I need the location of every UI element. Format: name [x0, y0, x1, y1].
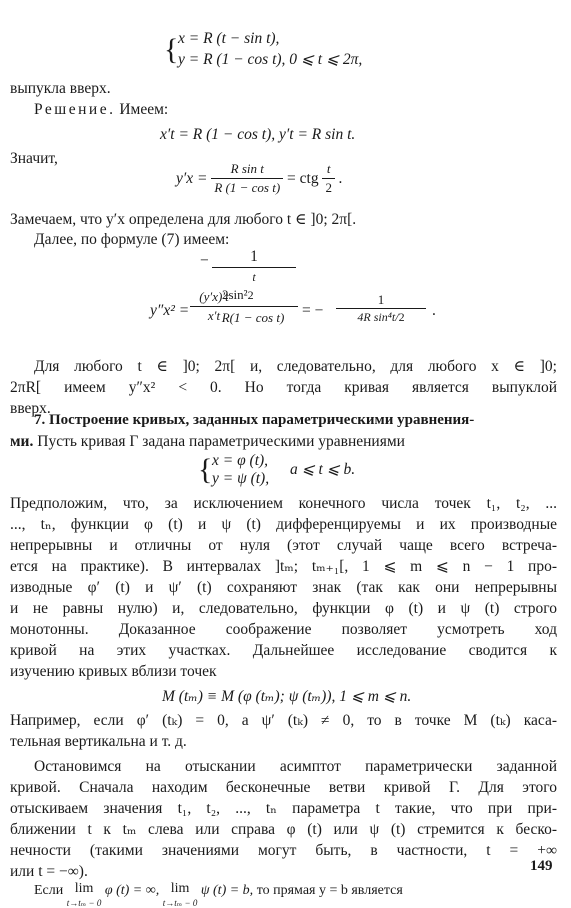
system-line: x = R (t − sin t), — [178, 30, 280, 47]
text-line: тельная вертикальна и т. д. — [10, 733, 187, 750]
solution-have: Имеем: — [119, 101, 169, 118]
text-line: ..., tₙ, функции φ (t) и ψ (t) дифференцируемы и их производные — [10, 516, 557, 533]
system-line: x = φ (t), — [212, 452, 269, 469]
section-heading: 7. Построение кривых, заданных параметрическими уравнения- — [34, 412, 475, 428]
text-line: и не равны нулю) и, следовательно, функции φ (t) и ψ (t) строго — [10, 600, 557, 617]
system-condition: a ⩽ t ⩽ b. — [290, 461, 356, 478]
page-number: 149 — [530, 858, 553, 874]
system-brace: { — [164, 33, 179, 66]
text-line: Остановимся на отыскании асимптот параметрически заданной — [34, 758, 557, 775]
text-line: непрерывны и отличны от нуля (этот случай чаще всего встреча- — [10, 537, 557, 554]
system-brace: { — [198, 453, 213, 486]
formula-points: M (tₘ) ≡ M (φ (tₘ); ψ (tₘ)), 1 ⩽ m ⩽ n. — [162, 688, 412, 705]
text-line: Предположим, что, за исключением конечного числа точек t₁, t₂, ... — [10, 495, 557, 512]
text-line: Например, если φ′ (tₖ) = 0, а ψ′ (tₖ) ≠ 0, то в точке M (tₖ) каса- — [10, 712, 557, 729]
system-line: y = ψ (t), — [212, 470, 270, 487]
text-line: Далее, по формуле (7) имеем: — [34, 231, 230, 248]
text-line: выпукла вверх. — [10, 80, 111, 97]
text-line: Значит, — [10, 150, 58, 167]
text-line: изводные φ′ (t) и ψ′ (t) сохраняют знак (так как они непрерывны — [10, 579, 557, 596]
system-line: y = R (1 − cos t), 0 ⩽ t ⩽ 2π, — [178, 51, 363, 68]
formula-derivatives: x′t = R (1 − cos t), y′t = R sin t. — [160, 126, 356, 143]
text-line: изучению кривых вблизи точек — [10, 663, 217, 680]
text-line: отыскиваем значения t₁, t₂, ..., tₙ параметра t такие, что при при- — [10, 800, 557, 817]
text-line: Замечаем, что y′x определена для любого t ∈ ]0; 2π[. — [10, 211, 357, 228]
formula-second-derivative: − 1 t 2sin²2 y″x² = (y′x)′t x′t R(1 − cos t) = − 1 4R sin⁴t/2 . — [150, 246, 450, 354]
text-line: вверх. — [10, 400, 51, 417]
solution-label: Решение. — [34, 101, 116, 118]
text-line: или t = −∞). — [10, 863, 88, 880]
text-line: нечности (такими значениями могут быть, в частности, t = +∞ — [10, 842, 557, 859]
text-line: Для любого t ∈ ]0; 2π[ и, следовательно, для любого x ∈ ]0; — [34, 358, 557, 375]
text-line: 2πR[ имеем y″x² < 0. Но тогда кривая является выпуклой — [10, 379, 557, 396]
text-line: ми. Пусть кривая Γ задана параметрическими уравнениями — [10, 433, 405, 450]
text-line: кривой. Сначала находим бесконечные ветви кривой Γ. Для этого — [10, 779, 557, 796]
formula-yx: y′x = $\frac{\text{R sin t}}{\text{R (1 − cos t)}}$ = ctg $\frac{t}{2}$ . — [176, 161, 343, 195]
text-line: ется на практике). В интервалах ]tₘ; tₘ₊₁[, 1 ⩽ m ⩽ n − 1 про- — [10, 558, 557, 575]
text-line — [34, 99, 168, 120]
text-line: кривой на этих участках. Дальнейшее исследование сводится к — [10, 642, 557, 659]
text-line: монотонны. Доказанное соображение позволяет усмотреть ход — [10, 621, 557, 638]
text-line: ближении t к tₘ слева или справа φ (t) или ψ (t) стремится к беско- — [10, 821, 557, 838]
text-line-limits: Если lim t→tₘ − 0 φ (t) = ∞, lim t→tₘ − 0 ψ (t) = b, то прямая y = b является — [34, 881, 403, 908]
